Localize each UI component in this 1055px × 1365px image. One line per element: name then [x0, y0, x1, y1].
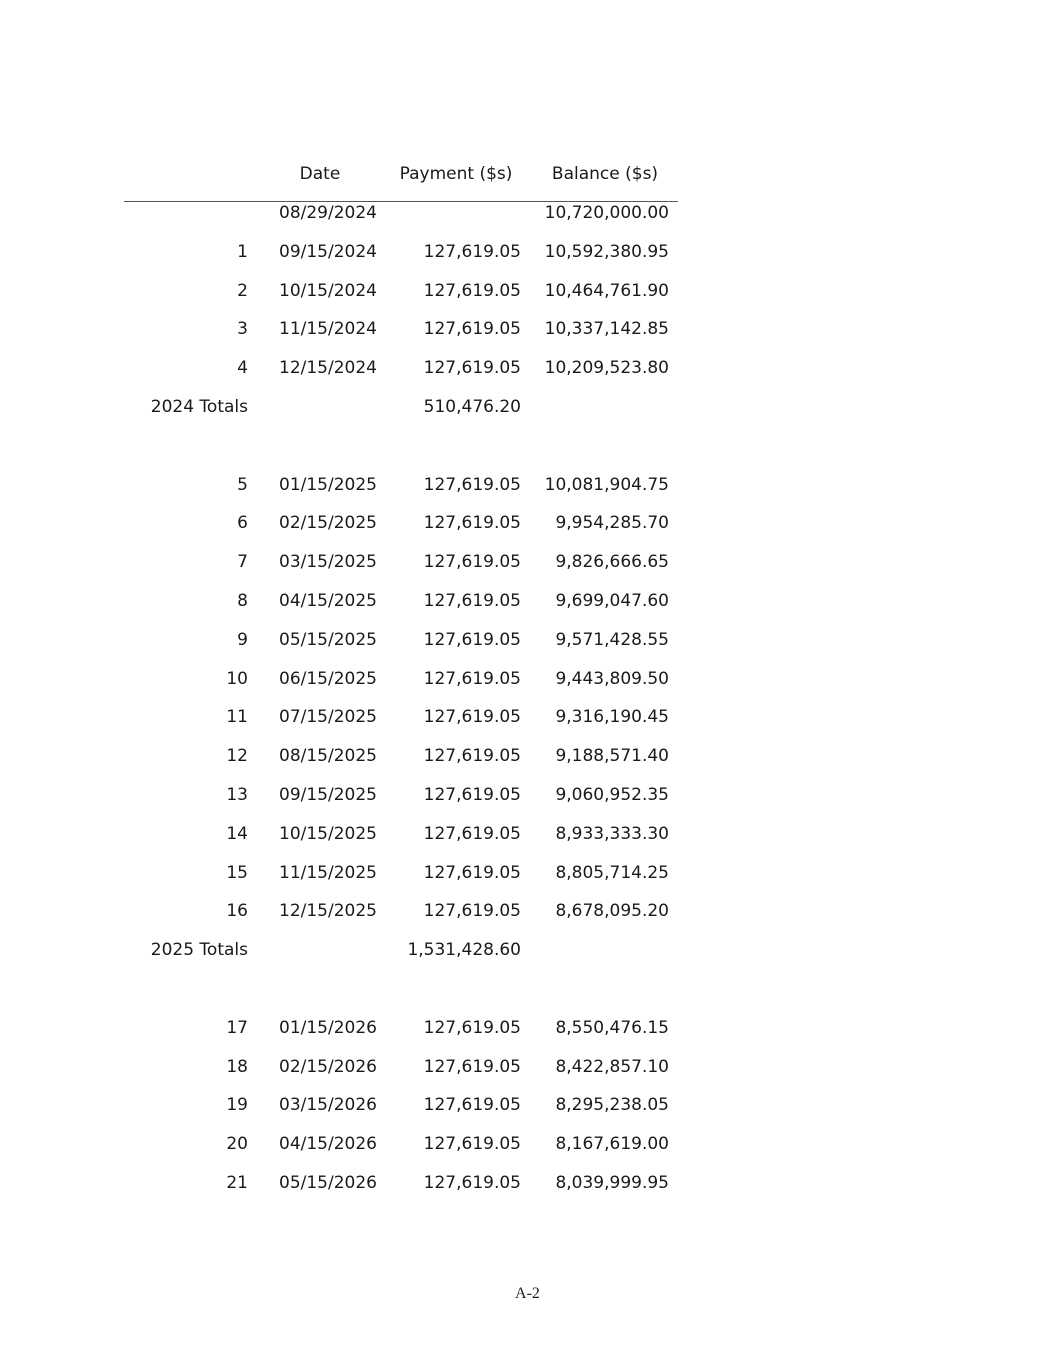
balance-cell: 9,571,428.55	[555, 629, 669, 650]
date-cell: 08/15/2025	[279, 746, 377, 767]
payment-number-cell: 17	[226, 1017, 248, 1038]
payment-amount-cell: 127,619.05	[423, 590, 521, 611]
table-row	[0, 543, 1055, 582]
balance-cell: 10,464,761.90	[544, 280, 669, 301]
balance-cell: 10,209,523.80	[544, 358, 669, 379]
payment-amount-cell: 127,619.05	[423, 552, 521, 573]
payment-number-cell: 16	[226, 901, 248, 922]
payment-number-cell: 13	[226, 784, 248, 805]
balance-cell: 8,422,857.10	[555, 1056, 669, 1077]
date-cell: 04/15/2026	[279, 1134, 377, 1155]
date-cell: 02/15/2026	[279, 1056, 377, 1077]
balance-cell: 8,933,333.30	[555, 823, 669, 844]
table-row	[0, 1125, 1055, 1164]
payment-number-cell: 6	[237, 513, 248, 534]
page-number: A-2	[515, 1285, 540, 1302]
table-header-row	[0, 160, 1055, 190]
table-spacer-row	[0, 970, 1055, 1009]
table-row	[0, 466, 1055, 505]
payment-number-cell: 3	[237, 319, 248, 340]
date-cell: 09/15/2025	[279, 784, 377, 805]
payment-amount-cell: 127,619.05	[423, 1134, 521, 1155]
payment-number-cell: 19	[226, 1095, 248, 1116]
payment-amount-cell: 127,619.05	[423, 280, 521, 301]
payment-amount-cell: 127,619.05	[423, 862, 521, 883]
table-row	[0, 737, 1055, 776]
payment-number-cell: 18	[226, 1056, 248, 1077]
payment-amount-cell: 127,619.05	[423, 784, 521, 805]
table-row	[0, 698, 1055, 737]
payment-number-cell: 21	[226, 1172, 248, 1193]
date-cell: 11/15/2025	[279, 862, 377, 883]
payment-number-cell: 15	[226, 862, 248, 883]
payment-amount-cell: 127,619.05	[423, 1056, 521, 1077]
date-cell: 08/29/2024	[279, 203, 377, 223]
payment-amount-cell: 127,619.05	[423, 358, 521, 379]
table-row	[0, 194, 1055, 233]
balance-cell: 8,678,095.20	[555, 901, 669, 922]
payment-amount-cell: 127,619.05	[423, 1095, 521, 1116]
payment-number-cell: 20	[226, 1134, 248, 1155]
balance-cell: 10,720,000.00	[544, 203, 669, 223]
balance-cell: 8,295,238.05	[555, 1095, 669, 1116]
payment-amount-cell: 127,619.05	[423, 474, 521, 495]
date-cell: 02/15/2025	[279, 513, 377, 534]
payment-number-cell: 9	[237, 629, 248, 650]
payment-amount-cell: 127,619.05	[423, 823, 521, 844]
payment-amount-cell: 127,619.05	[423, 707, 521, 728]
table-row	[0, 349, 1055, 388]
table-row	[0, 504, 1055, 543]
table-row	[0, 854, 1055, 893]
balance-cell: 9,188,571.40	[555, 746, 669, 767]
balance-cell: 9,060,952.35	[555, 784, 669, 805]
table-row	[0, 1086, 1055, 1125]
balance-cell: 8,167,619.00	[555, 1134, 669, 1155]
table-spacer-row	[0, 427, 1055, 466]
table-row	[0, 272, 1055, 311]
year-total-label: 2024 Totals	[150, 396, 248, 417]
payment-number-cell: 7	[237, 552, 248, 573]
table-row	[0, 1164, 1055, 1203]
table-total-row	[0, 931, 1055, 970]
payment-amount-cell: 127,619.05	[423, 901, 521, 922]
payment-amount-cell: 127,619.05	[423, 746, 521, 767]
balance-cell: 10,337,142.85	[544, 319, 669, 340]
payment-amount-cell: 127,619.05	[423, 629, 521, 650]
amortization-table-body	[0, 194, 1055, 1203]
date-cell: 05/15/2026	[279, 1172, 377, 1193]
payment-amount-cell: 127,619.05	[423, 513, 521, 534]
table-row	[0, 815, 1055, 854]
table-row	[0, 776, 1055, 815]
balance-cell: 9,443,809.50	[555, 668, 669, 689]
payment-amount-cell: 127,619.05	[423, 1017, 521, 1038]
balance-cell: 10,592,380.95	[544, 241, 669, 262]
date-cell: 06/15/2025	[279, 668, 377, 689]
balance-cell: 8,039,999.95	[555, 1172, 669, 1193]
table-row	[0, 621, 1055, 660]
date-cell: 12/15/2025	[279, 901, 377, 922]
table-row	[0, 892, 1055, 931]
table-row	[0, 310, 1055, 349]
table-row	[0, 660, 1055, 699]
table-row	[0, 233, 1055, 272]
date-cell: 10/15/2025	[279, 823, 377, 844]
table-row	[0, 582, 1055, 621]
payment-number-cell: 1	[237, 241, 248, 262]
date-cell: 03/15/2026	[279, 1095, 377, 1116]
payment-number-cell: 14	[226, 823, 248, 844]
payment-amount-cell: 127,619.05	[423, 319, 521, 340]
payment-number-cell: 12	[226, 746, 248, 767]
date-cell: 09/15/2024	[279, 241, 377, 262]
payment-number-cell: 2	[237, 280, 248, 301]
payment-number-cell: 8	[237, 590, 248, 611]
date-cell: 10/15/2024	[279, 280, 377, 301]
date-cell: 03/15/2025	[279, 552, 377, 573]
date-cell: 01/15/2025	[279, 474, 377, 495]
table-row	[0, 1009, 1055, 1048]
date-cell: 04/15/2025	[279, 590, 377, 611]
payment-amount-cell: 127,619.05	[423, 1172, 521, 1193]
date-column-header: Date	[299, 164, 341, 184]
payment-amount-cell: 127,619.05	[423, 241, 521, 262]
date-cell: 05/15/2025	[279, 629, 377, 650]
date-cell: 01/15/2026	[279, 1017, 377, 1038]
date-cell: 07/15/2025	[279, 707, 377, 728]
table-total-row	[0, 388, 1055, 427]
table-row	[0, 1048, 1055, 1087]
payment-number-cell: 10	[226, 668, 248, 689]
balance-cell: 8,550,476.15	[555, 1017, 669, 1038]
date-cell: 12/15/2024	[279, 358, 377, 379]
balance-cell: 9,699,047.60	[555, 590, 669, 611]
balance-column-header: Balance ($s)	[551, 164, 659, 184]
year-total-payment-cell: 510,476.20	[423, 396, 521, 417]
year-total-label: 2025 Totals	[150, 940, 248, 961]
balance-cell: 8,805,714.25	[555, 862, 669, 883]
balance-cell: 9,954,285.70	[555, 513, 669, 534]
payment-number-cell: 5	[237, 474, 248, 495]
payment-column-header: Payment ($s)	[399, 164, 513, 184]
payment-number-cell: 4	[237, 358, 248, 379]
balance-cell: 10,081,904.75	[544, 474, 669, 495]
balance-cell: 9,316,190.45	[555, 707, 669, 728]
balance-cell: 9,826,666.65	[555, 552, 669, 573]
payment-number-cell: 11	[226, 707, 248, 728]
payment-amount-cell: 127,619.05	[423, 668, 521, 689]
year-total-payment-cell: 1,531,428.60	[407, 940, 521, 961]
date-cell: 11/15/2024	[279, 319, 377, 340]
